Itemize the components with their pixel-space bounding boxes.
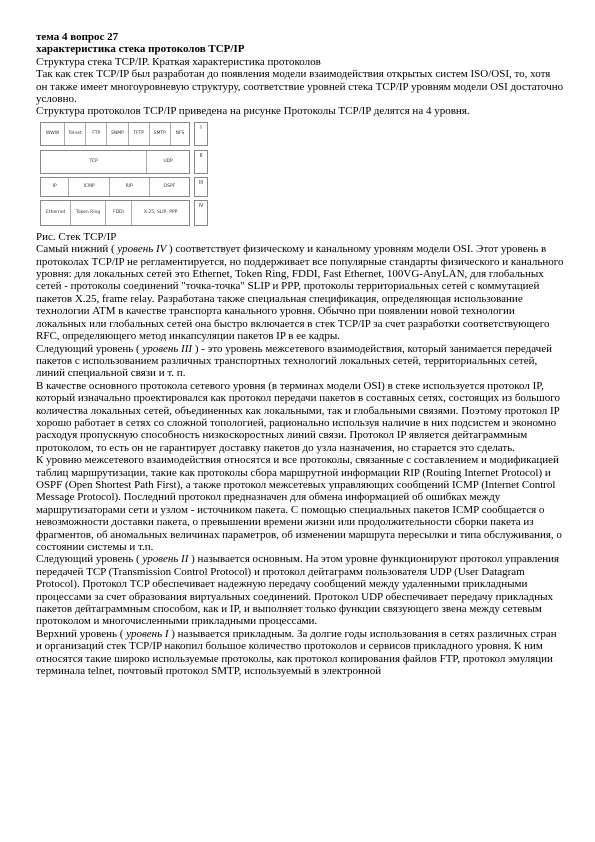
protocol-cell: WWW (41, 123, 65, 145)
protocol-cell: Telnet (65, 123, 86, 145)
protocol-cell: NFS (175, 131, 185, 137)
subsection-title: Структура стека TCP/IP. Краткая характеристика протоколов (36, 55, 321, 68)
protocol-cell: FTP (86, 123, 107, 145)
stack-diagram (40, 122, 190, 226)
protocol-cell: Ethernet (41, 201, 71, 225)
routing-paragraph: К уровню межсетевого взаимодействия относятся и все протоколы, связанные с составлением и модификацией таблиц маршрутизации, такие как протоколы сбора маршрутной информации RIP (Routing Internet Protocol) и OSPF (Open Shortest Path First), а также протокол межсетевых управляющих сообщений ICMP (Internet Control Message Protocol). Последний протокол предназначен для обмена информацией об ошибках между маршрутизаторами сети и узлом - источником пакета. С помощью специальных пакетов ICMP сообщается о невозможности доставки пакета, о превышении времени жизни или продолжительности сборки пакета из фрагментов, об аномальных величинах параметров, об изменении маршрута пересылки и типа обслуживания, о состоянии системы и т.п. (36, 454, 562, 553)
level-label: IV (194, 200, 208, 226)
level-label: III (194, 177, 208, 197)
figure-intro-paragraph: Структура протоколов TCP/IP приведена на рисунке Протоколы TCP/IP делятся на 4 уровня. (36, 105, 470, 118)
internet-layer-row (40, 177, 190, 197)
figure-caption: Рис. Стек TCP/IP (36, 230, 117, 243)
protocol-cell: OSPF (163, 184, 176, 190)
level1-paragraph: Верхний уровень ( уровень I ) называется прикладным. За долгие годы использования в сетях различных стран и организаций стек TCP/IP накопил большое количество протоколов и сервисов прикладного уровня. К ним относятся такие широко используемые протоколы, как протокол копирования файлов FTP, протокол эмуляции терминала telnet, почтовый протокол SMTP, используемый в электронной (36, 627, 557, 678)
protocol-cell: Token Ring (71, 201, 105, 225)
level2-paragraph: Следующий уровень ( уровень II ) называется основным. На этом уровне функционируют протокол управления передачей TCP (Transmission Control Protocol) и протокол дейтаграмм пользователя UDP (User Datagram Protocol). Протокол TCP обеспечивает надежную передачу сообщений между удаленными прикладными процессами за счет образования виртуальных соединений. Протокол UDP обеспечивает передачу прикладных пакетов дейтаграммным способом, как и IP, и выполняет только функции связующего звена между сетевым протоколом и многочисленными прикладными процессами. (36, 553, 560, 628)
protocol-cell: X.25, SLIP, PPP (143, 210, 178, 216)
level4-paragraph: Самый нижний ( уровень IV ) соответствует физическому и канальному уровням модели OSI. Этот уровень в протоколах TCP/IP не регламентируется, но поддерживает все популярные стандарты физического и канального уровня: для локальных сетей это Ethernet, Token Ring, FDDI, Fast Ethernet, 100VG-AnyLAN, для глобальных сетей - протоколы соединений "точка-точка" SLIP и PPP, протоколы территориальных сетей с коммутацией пакетов X.25, frame relay. Разработана также специальная спецификация, определяющая использование технологии ATM в качестве транспорта канального уровня. Обычно при появлении новой технологии локальных или глобальных сетей она быстро включается в стек TCP/IP за счет разработки соответствующего RFC, определяющего метод инкапсуляции пакетов IP в ее кадры. (36, 243, 564, 343)
topic-heading: тема 4 вопрос 27 (36, 31, 119, 43)
level-label: I (194, 122, 208, 146)
protocol-cell: SNMP (107, 123, 128, 145)
protocol-cell: SMTP (150, 123, 171, 145)
tcpip-stack-figure (40, 122, 212, 226)
protocol-cell: RIP (110, 178, 150, 196)
protocol-cell: ICMP (69, 178, 109, 196)
protocol-cell: IP (41, 178, 69, 196)
protocol-cell: UDP (163, 159, 173, 165)
ip-paragraph: В качестве основного протокола сетевого уровня (в терминах модели OSI) в стеке используется протокол IP, который изначально проектировался как протокол передачи пакетов в составных сетях, состоящих из большого количества локальных сетей, объединенных как локальными, так и глобальными связями. Поэтому протокол IP хорошо работает в сетях со сложной топологией, рационально используя наличие в них подсистем и экономно расходуя пропускную способность низкоскоростных линий связи. Протокол IP является дейтаграммным протоколом, то есть он не гарантирует доставку пакетов до узла назначения, но старается это сделать. (36, 379, 560, 454)
application-layer-row (40, 122, 190, 146)
level3-paragraph: Следующий уровень ( уровень III ) - это уровень межсетевого взаимодействия, который занимается передачей пакетов с использованием различных транспортных технологий локальных сетей, территориальных сетей, линий специальной связи и т. п. (36, 342, 552, 380)
level-label: II (194, 150, 208, 174)
protocol-cell: FDDI (106, 201, 132, 225)
protocol-cell: TCP (41, 151, 147, 173)
intro-paragraph: Так как стек TCP/IP был разработан до появления модели взаимодействия открытых систем ISO/OSI, то, хотя он также имеет многоуровневую структуру, соответствие уровней стека TCP/IP уровням модели OSI достаточно условно. (36, 68, 564, 106)
section-title: характеристика стека протоколов TCP/IP (36, 43, 245, 56)
document-page (36, 31, 564, 677)
protocol-cell: TFTP (129, 123, 150, 145)
link-layer-row (40, 200, 190, 226)
transport-layer-row (40, 150, 190, 174)
